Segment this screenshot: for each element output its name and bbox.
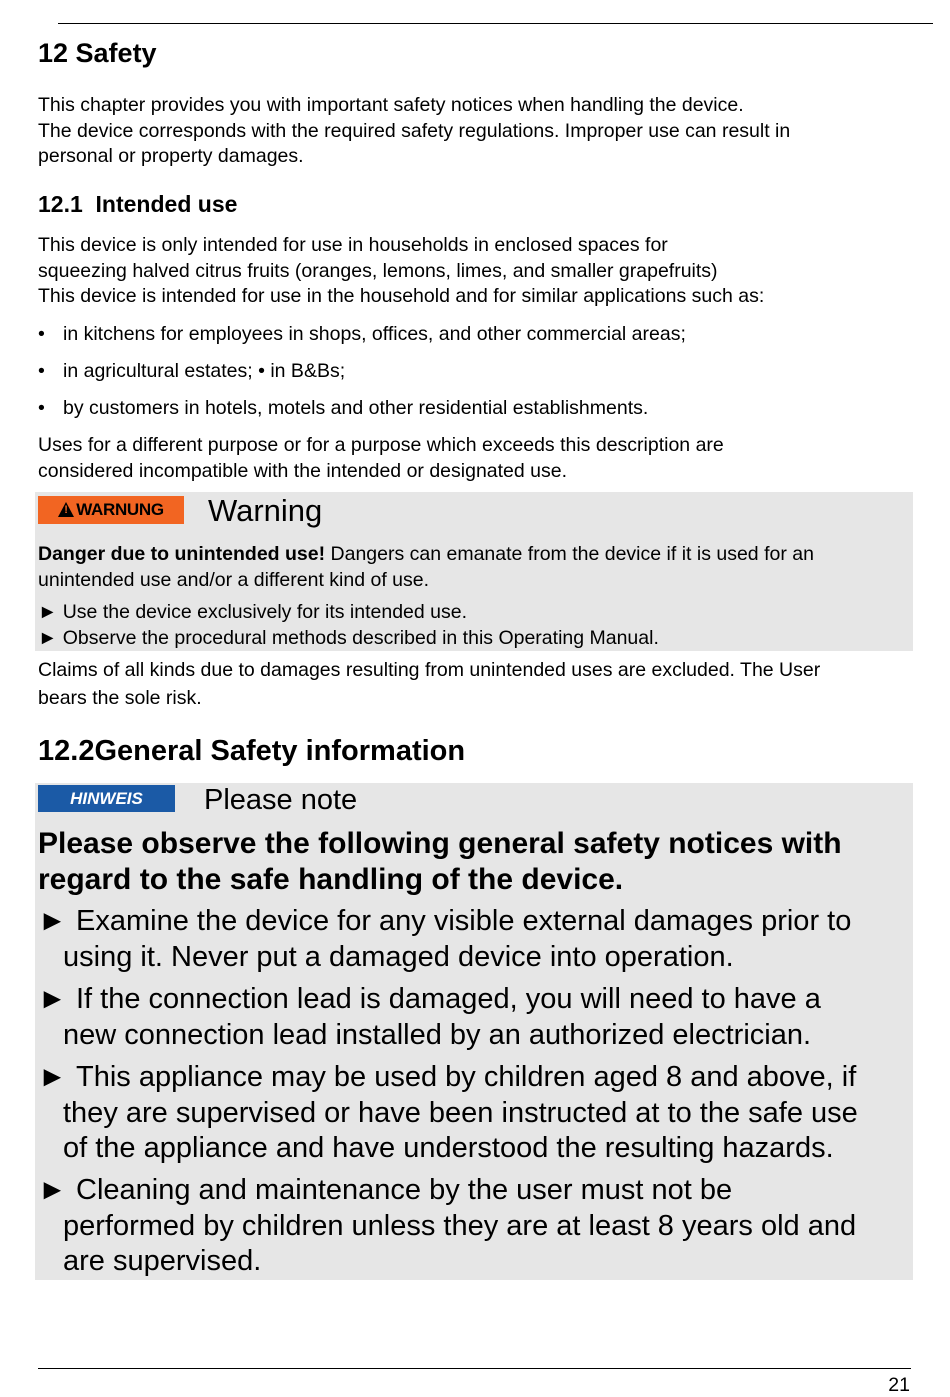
warning-action: ► Observe the procedural methods described in this Operating Manual. <box>38 626 659 649</box>
warning-action: ► Use the device exclusively for its intended use. <box>38 601 468 623</box>
note-item <box>38 1173 913 1280</box>
note-item-line: using it. Never put a damaged device into operation. <box>63 940 734 973</box>
note-item-line: This appliance may be used by children aged 8 and above, if <box>76 1061 857 1093</box>
intro-line: personal or property damages. <box>38 145 304 167</box>
arrow-icon: ► <box>38 1061 67 1093</box>
note-item-line: Examine the device for any visible external damages prior to <box>76 905 852 937</box>
note-item-line: they are supervised or have been instructed at to the safe use <box>63 1096 858 1129</box>
warning-text-line: unintended use and/or a different kind of use. <box>38 568 430 591</box>
list-item-text: by customers in hotels, motels and other residential establishments. <box>63 397 649 419</box>
intended-use-line: This device is intended for use in the household and for similar applications such as: <box>38 285 765 307</box>
note-item-line: If the connection lead is damaged, you will need to have a <box>76 983 821 1015</box>
header-rule <box>58 23 933 24</box>
bullet-dot: • <box>38 360 45 382</box>
section-heading-intended-use <box>38 191 237 218</box>
warning-disclaimer <box>38 657 820 712</box>
arrow-icon: ► <box>38 905 67 937</box>
bullet-dot: • <box>38 323 45 345</box>
note-lead <box>38 826 842 897</box>
disclaimer-line: bears the sole risk. <box>38 686 202 709</box>
list-item-text: in kitchens for employees in shops, offices, and other commercial areas; <box>63 323 686 345</box>
arrow-icon: ► <box>38 983 67 1015</box>
note-item <box>38 982 913 1053</box>
intro-paragraph <box>38 93 790 170</box>
closing-line: considered incompatible with the intended or designated use. <box>38 459 568 482</box>
list-item-text: in agricultural estates; • in B&Bs; <box>63 360 346 382</box>
closing-line: Uses for a different purpose or for a purpose which exceeds this description are <box>38 434 724 456</box>
note-item-line: of the appliance and have understood the resulting hazards. <box>63 1132 834 1164</box>
section-title: Intended use <box>95 191 238 217</box>
warning-title: Warning <box>208 493 323 528</box>
chapter-heading: 12 Safety <box>38 38 157 68</box>
warning-triangle-icon <box>58 502 74 517</box>
warning-badge <box>38 496 184 524</box>
warning-lead: Danger due to unintended use! <box>38 543 326 565</box>
note-item-line: Cleaning and maintenance by the user must not be <box>76 1174 733 1206</box>
note-item-line: new connection lead installed by an authorized electrician. <box>63 1018 812 1051</box>
bullet-dot: • <box>38 397 45 419</box>
warning-text-line: Dangers can emanate from the device if it is used for an <box>325 543 814 565</box>
page-number: 21 <box>888 1374 910 1396</box>
section-heading-general-safety: 12.2General Safety information <box>38 735 466 767</box>
intended-use-closing <box>38 433 724 484</box>
intended-use-line: squeezing halved citrus fruits (oranges, lemons, limes, and smaller grapefruits) <box>38 259 718 282</box>
note-lead-line: regard to the safe handling of the device. <box>38 862 624 896</box>
arrow-icon: ► <box>38 1174 67 1206</box>
note-item <box>38 904 913 975</box>
intro-line: The device corresponds with the required safety regulations. Improper use can result in <box>38 119 791 142</box>
section-number: 12.1 <box>38 191 83 217</box>
warning-actions <box>38 600 659 651</box>
intended-use-line: This device is only intended for use in households in enclosed spaces for <box>38 234 668 256</box>
warning-text <box>38 542 814 593</box>
note-item <box>38 1060 913 1167</box>
note-title: Please note <box>204 784 358 816</box>
note-badge: HINWEIS <box>38 785 175 812</box>
note-item-line: are supervised. <box>63 1245 262 1277</box>
note-lead-line: Please observe the following general safety notices with <box>38 827 842 860</box>
intro-line: This chapter provides you with important safety notices when handling the device. <box>38 94 744 116</box>
intended-use-paragraph <box>38 233 764 310</box>
warning-badge-label: WARNUNG <box>76 500 164 519</box>
note-item-line: performed by children unless they are at least 8 years old and <box>63 1209 857 1242</box>
footer-rule <box>38 1368 911 1369</box>
disclaimer-line: Claims of all kinds due to damages resulting from unintended uses are excluded. The User <box>38 659 821 681</box>
